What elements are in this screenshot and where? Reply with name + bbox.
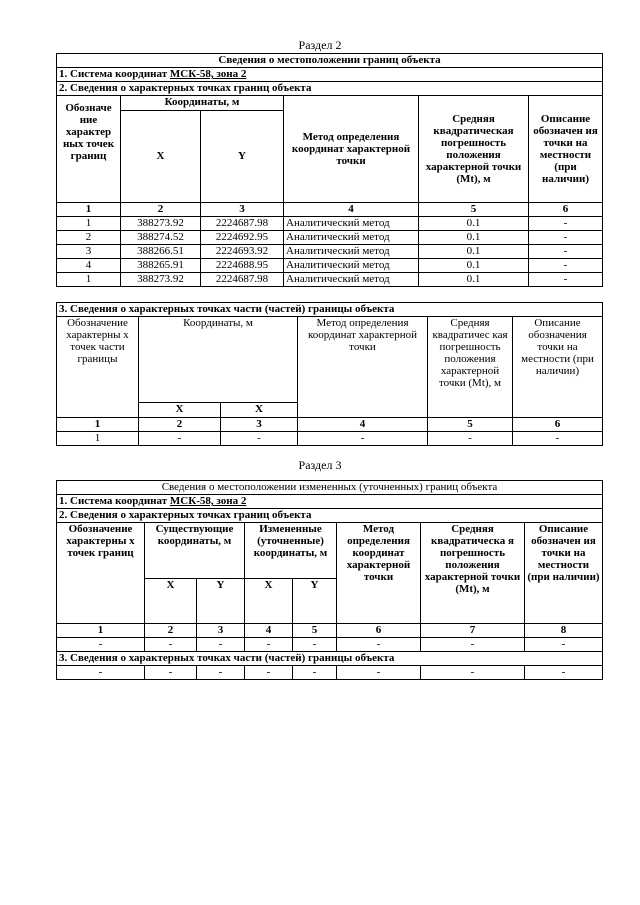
table-cell: - (57, 666, 145, 680)
col-number: 7 (421, 624, 525, 638)
parts-col-coordinates: Координаты, м (139, 317, 298, 403)
parts-col-error: Средняя квадратичес кая погрешность положения характерной точки (Mt), м (428, 317, 513, 418)
col-x: X (121, 110, 201, 202)
point-description: - (529, 231, 603, 245)
col-designation: Обозначе ние характер ных точек границ (57, 96, 121, 203)
table-cell: - (197, 638, 245, 652)
point-error: 0.1 (419, 245, 529, 259)
col-number: 2 (145, 624, 197, 638)
point-number: 2 (57, 231, 121, 245)
table-cell: - (337, 638, 421, 652)
col-number: 1 (57, 624, 145, 638)
col-number: 3 (201, 203, 284, 217)
point-error: 0.1 (419, 231, 529, 245)
section2-table (56, 53, 603, 287)
col-number: 1 (57, 203, 121, 217)
col-number: 2 (121, 203, 201, 217)
table-cell: - (298, 432, 428, 446)
col-number: 2 (139, 418, 221, 432)
s3-col-existing: Существующие координаты, м (145, 523, 245, 579)
col-number: 4 (245, 624, 293, 638)
table-cell: - (245, 666, 293, 680)
point-method: Аналитический метод (284, 259, 419, 273)
section2-crs: 1. Система координат МСК-58, зона 2 (57, 68, 603, 82)
point-x: 388274.52 (121, 231, 201, 245)
parts-col-y: X (221, 402, 298, 417)
point-method: Аналитический метод (284, 231, 419, 245)
table-cell: - (525, 638, 603, 652)
table-row (57, 638, 603, 652)
table-cell: - (337, 666, 421, 680)
table-cell: - (245, 638, 293, 652)
point-y: 2224687.98 (201, 273, 284, 287)
col-description: Описание обозначен ия точки на местности (при наличии) (529, 96, 603, 203)
table-cell: - (428, 432, 513, 446)
point-x: 388273.92 (121, 217, 201, 231)
table-row (57, 231, 603, 245)
point-x: 388266.51 (121, 245, 201, 259)
s3-col-x2: X (245, 578, 293, 623)
point-description: - (529, 245, 603, 259)
table-cell: - (513, 432, 603, 446)
table-cell: - (421, 638, 525, 652)
parts-col-designation: Обозначение характерны х точек части границы (57, 317, 139, 418)
section3-table (56, 480, 603, 680)
s3-col-y1: Y (197, 578, 245, 623)
col-number: 4 (298, 418, 428, 432)
col-number: 8 (525, 624, 603, 638)
section3-header: Сведения о местоположении измененных (уточненных) границ объекта (57, 481, 603, 495)
table-cell: - (293, 638, 337, 652)
table-row (57, 217, 603, 231)
point-error: 0.1 (419, 217, 529, 231)
col-number: 5 (428, 418, 513, 432)
parts-col-method: Метод определения координат характерной точки (298, 317, 428, 418)
parts-col-description: Описание обозначения точки на местности (при наличии) (513, 317, 603, 418)
point-y: 2224693.92 (201, 245, 284, 259)
section2-header: Сведения о местоположении границ объекта (57, 54, 603, 68)
col-method: Метод определения координат характерной точки (284, 96, 419, 203)
table-row (57, 273, 603, 287)
col-number: 6 (337, 624, 421, 638)
point-error: 0.1 (419, 259, 529, 273)
point-method: Аналитический метод (284, 217, 419, 231)
section3-crs: 1. Система координат МСК-58, зона 2 (57, 495, 603, 509)
table-row (57, 432, 603, 446)
section3-title: Раздел 3 (298, 458, 342, 472)
s3-col-designation: Обозначение характерны х точек границ (57, 523, 145, 624)
table-cell: - (293, 666, 337, 680)
s3-col-x1: X (145, 578, 197, 623)
point-description: - (529, 217, 603, 231)
col-number: 4 (284, 203, 419, 217)
table-row (57, 666, 603, 680)
point-method: Аналитический метод (284, 273, 419, 287)
point-number: 3 (57, 245, 121, 259)
point-y: 2224687.98 (201, 217, 284, 231)
s3-col-changed: Измененные (уточненные) координаты, м (245, 523, 337, 579)
col-number: 3 (197, 624, 245, 638)
s3-col-method: Метод определения координат характерной точки (337, 523, 421, 624)
table-cell: - (145, 638, 197, 652)
col-coordinates: Координаты, м (121, 96, 284, 111)
table-cell: 1 (57, 432, 139, 446)
col-number: 3 (221, 418, 298, 432)
section2-points-title: 2. Сведения о характерных точках границ объекта (57, 82, 603, 96)
col-y: Y (201, 110, 284, 202)
col-error: Средняя квадратическая погрешность положения характерной точки (Mt), м (419, 96, 529, 203)
col-number: 5 (293, 624, 337, 638)
table-cell: - (525, 666, 603, 680)
point-number: 1 (57, 273, 121, 287)
point-y: 2224688.95 (201, 259, 284, 273)
table-cell: - (139, 432, 221, 446)
section2-parts-title: 3. Сведения о характерных точках части (частей) границы объекта (57, 303, 603, 317)
col-number: 6 (513, 418, 603, 432)
s3-col-y2: Y (293, 578, 337, 623)
s3-col-description: Описание обозначен ия точки на местности (при наличии) (525, 523, 603, 624)
parts-col-x: X (139, 402, 221, 417)
col-number: 1 (57, 418, 139, 432)
point-error: 0.1 (419, 273, 529, 287)
point-description: - (529, 259, 603, 273)
col-number: 5 (419, 203, 529, 217)
point-number: 4 (57, 259, 121, 273)
section3-points-title: 2. Сведения о характерных точках границ объекта (57, 509, 603, 523)
table-row (57, 245, 603, 259)
point-number: 1 (57, 217, 121, 231)
table-cell: - (421, 666, 525, 680)
col-number: 6 (529, 203, 603, 217)
table-row (57, 259, 603, 273)
table-cell: - (197, 666, 245, 680)
point-method: Аналитический метод (284, 245, 419, 259)
point-y: 2224692.95 (201, 231, 284, 245)
section2-parts-table (56, 302, 603, 446)
table-cell: - (145, 666, 197, 680)
point-x: 388265.91 (121, 259, 201, 273)
section2-title: Раздел 2 (298, 38, 342, 52)
table-cell: - (57, 638, 145, 652)
point-x: 388273.92 (121, 273, 201, 287)
table-cell: - (221, 432, 298, 446)
s3-col-error: Средняя квадратическа я погрешность положения характерной точки (Mt), м (421, 523, 525, 624)
point-description: - (529, 273, 603, 287)
section3-parts-title: 3. Сведения о характерных точках части (частей) границы объекта (57, 652, 603, 666)
